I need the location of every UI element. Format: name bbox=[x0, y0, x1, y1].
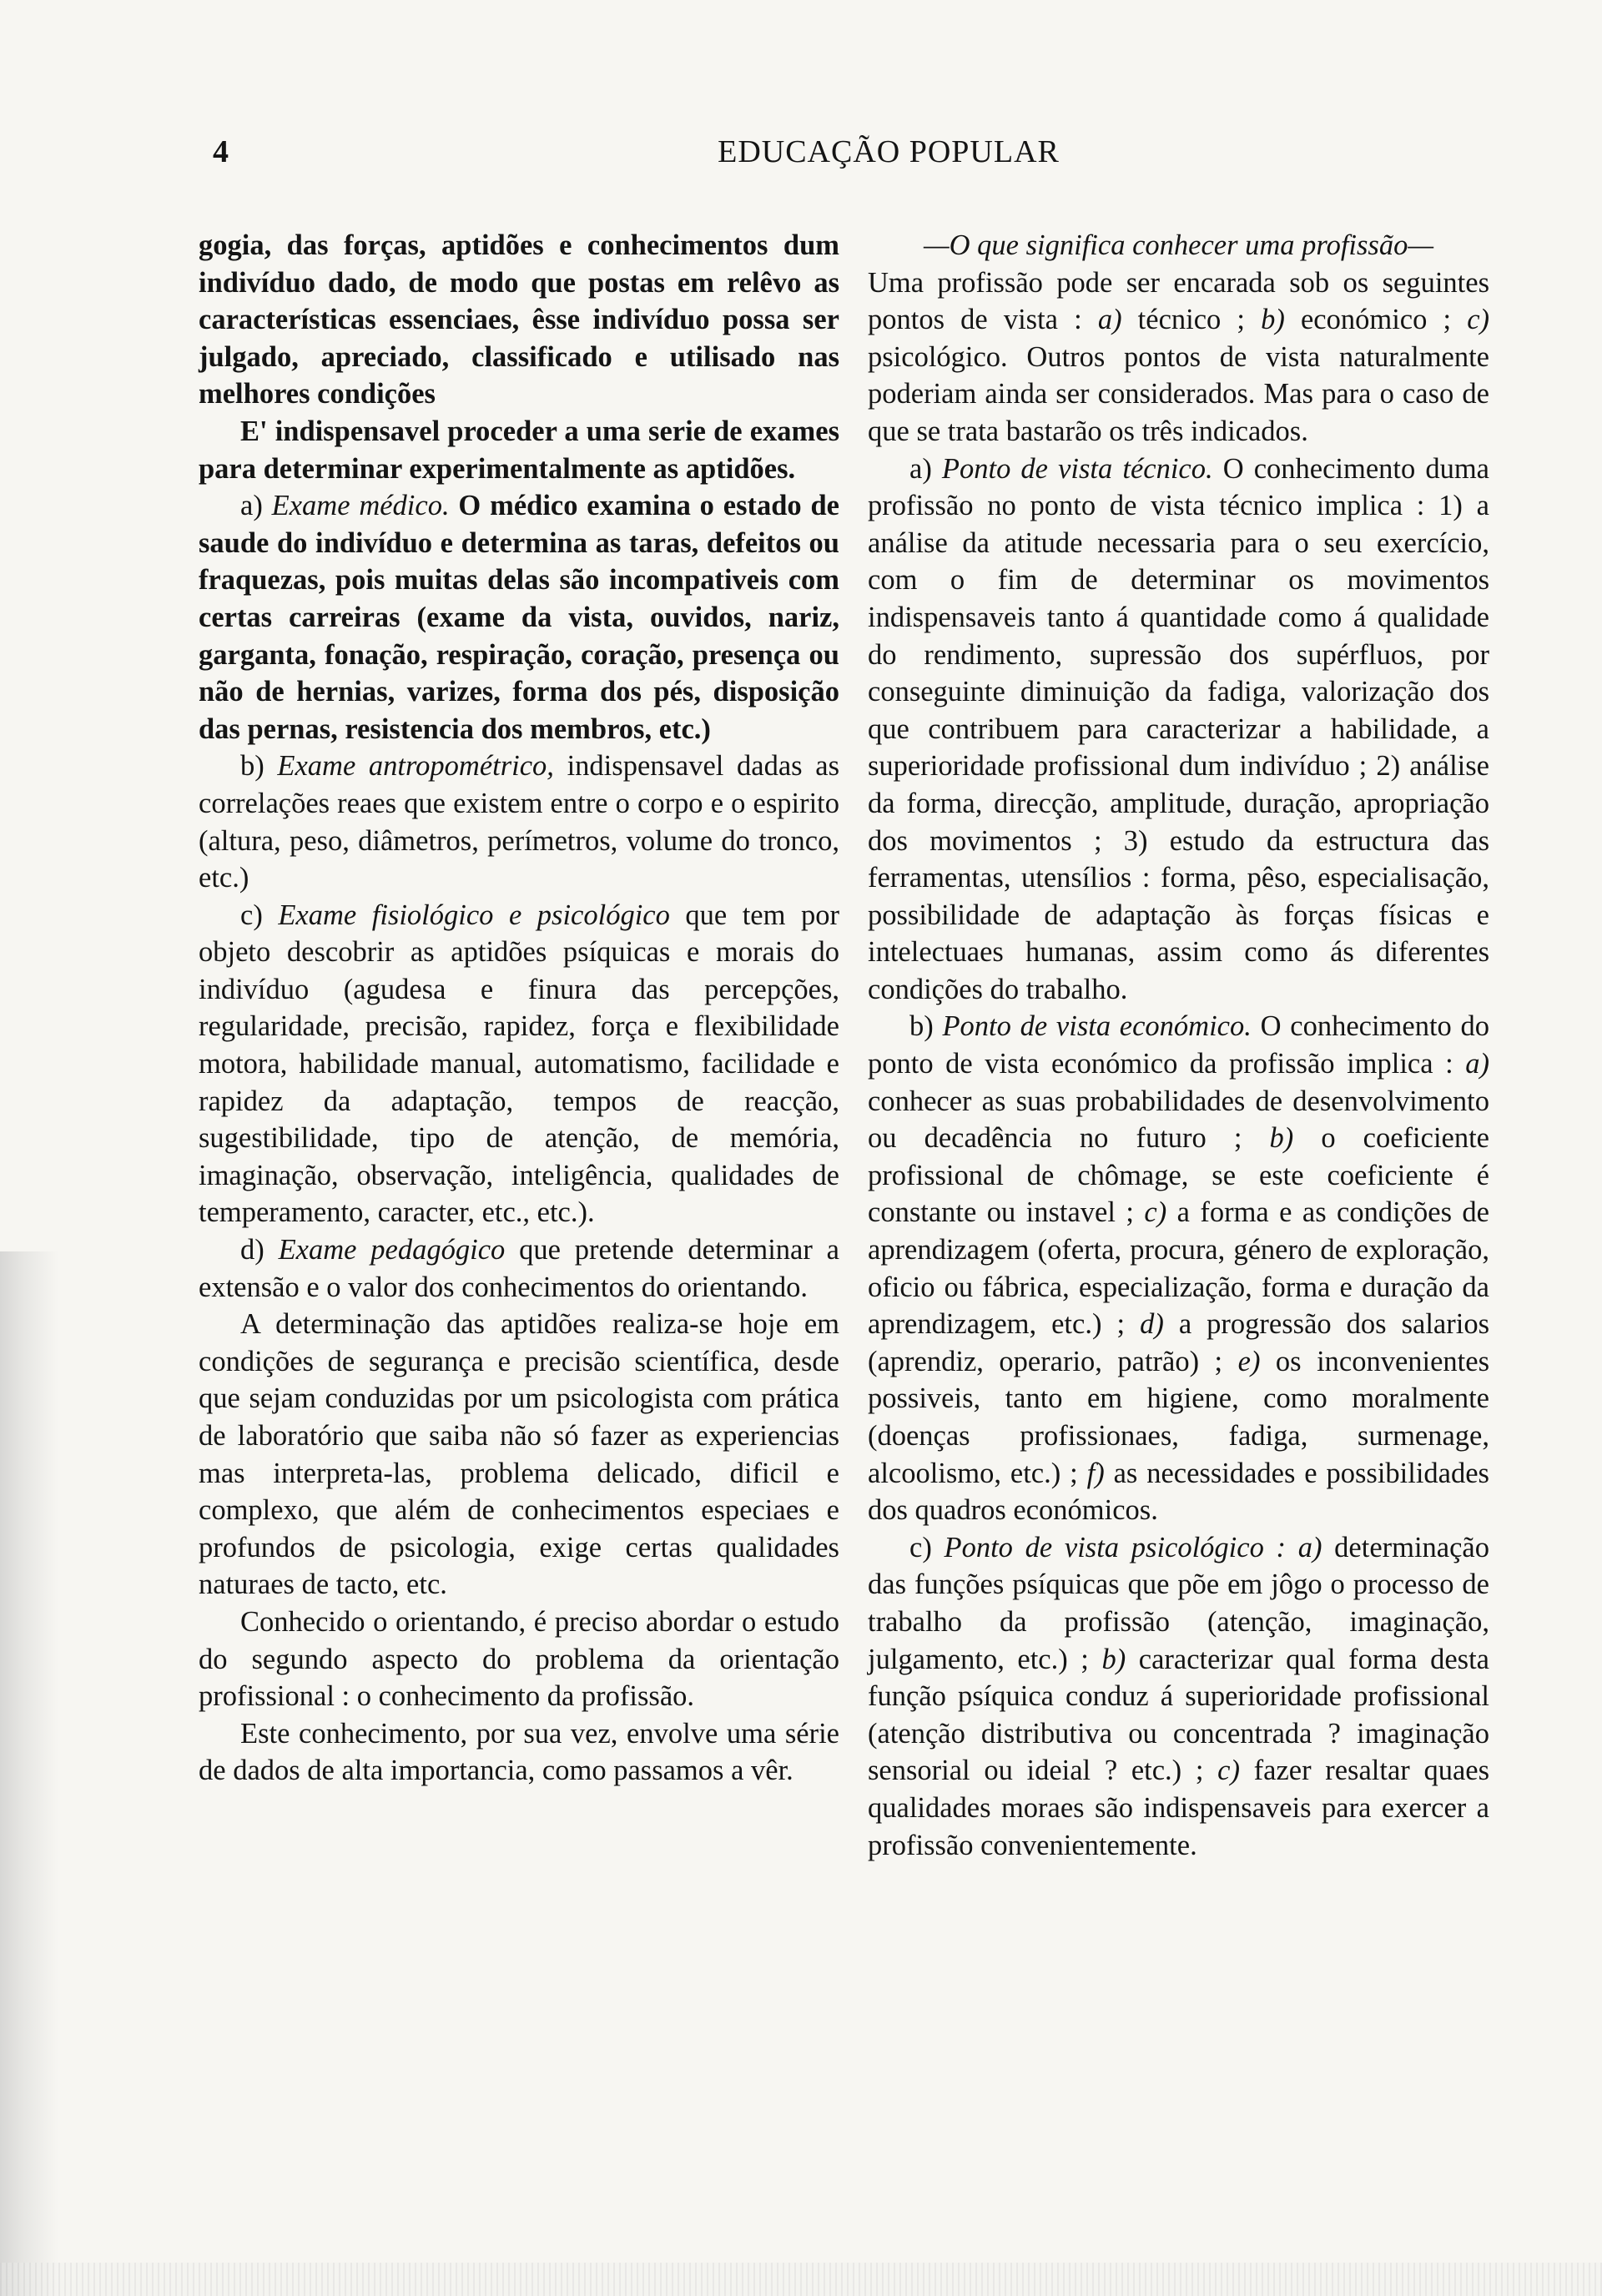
paragraph-exams-intro: E' indispensavel proceder a uma serie de exames para determinar experimentalmente as aptidões. bbox=[199, 415, 839, 485]
left-column bbox=[199, 227, 839, 1790]
item-title: Exame fisiológico e psicológico bbox=[278, 899, 670, 931]
item-text: as necessidades e possibilidades dos quadros económicos. bbox=[868, 1457, 1489, 1527]
section-heading bbox=[868, 227, 1489, 264]
running-title: EDUCAÇÃO POPULAR bbox=[718, 134, 1060, 169]
item-text: O médico examina o estado de saude do indivíduo e determina as taras, defeitos ou fraquezas, pois muitas delas são incompativeis com certas carreiras (exame da vista, ouvidos, nariz, garganta, fonação, respiração, coração, presença ou não de hernias, varizes, forma dos pés, disposição das pernas, resistencia dos membros, etc.) bbox=[199, 490, 839, 745]
item-letter: b) bbox=[1269, 1122, 1294, 1155]
item-label: b) bbox=[909, 1010, 943, 1043]
page-number: 4 bbox=[213, 134, 229, 169]
item-label: a) bbox=[240, 490, 272, 522]
item-letter: a) bbox=[1286, 1531, 1322, 1563]
item-label: d) bbox=[240, 1234, 279, 1266]
item-letter: f) bbox=[1086, 1457, 1105, 1489]
item-text: caracterizar qual forma desta função psíquica conduz á superioridade profissional (atenção distributiva ou concentrada ? imaginação sensorial ou ideial ? etc.) ; bbox=[868, 1643, 1489, 1787]
paragraph-ponto-psicologico bbox=[868, 1529, 1489, 1864]
paragraph-ponto-economico bbox=[868, 1008, 1489, 1528]
item-label: c) bbox=[909, 1531, 945, 1563]
item-text: os inconvenientes possiveis, tanto em higiene, como moralmente (doenças profissionaes, fadiga, surmenage, alcoolismo, etc.) ; bbox=[868, 1345, 1489, 1489]
item-text: económico ; bbox=[1284, 304, 1468, 336]
scan-page-edge-shadow bbox=[0, 1251, 58, 2296]
item-title: Exame pedagógico bbox=[278, 1234, 506, 1266]
item-text: O conhecimento do ponto de vista económico da profissão implica : bbox=[868, 1010, 1490, 1080]
item-letter: b) bbox=[1261, 304, 1285, 336]
paragraph-exame-medico bbox=[199, 487, 839, 748]
item-letter: c) bbox=[1144, 1196, 1167, 1229]
item-letter: b) bbox=[1101, 1643, 1126, 1675]
item-text: Uma profissão pode ser encarada sob os seguintes pontos de vista : bbox=[868, 266, 1489, 336]
item-letter: c) bbox=[1467, 304, 1489, 336]
item-text: a forma e as condições de aprendizagem (oferta, procura, género de exploração, oficio ou fábrica, especialização, forma e duração da aprendizagem, etc.) ; bbox=[868, 1196, 1489, 1341]
item-letter: a) bbox=[1097, 304, 1122, 336]
item-letter: c) bbox=[1217, 1755, 1240, 1787]
item-title: Exame médico. bbox=[271, 490, 450, 522]
item-letter: a) bbox=[1465, 1048, 1489, 1080]
item-text: o coeficiente profissional de chômage, se este coeficiente é constante ou instavel ; bbox=[868, 1122, 1489, 1229]
item-text: conhecer as suas probabilidades de desenvolvimento ou decadência no futuro ; bbox=[868, 1085, 1489, 1155]
item-title: Ponto de vista psicológico : bbox=[944, 1531, 1287, 1563]
item-text: psicológico. Outros pontos de vista naturalmente poderiam ainda ser considerados. Mas para o caso de que se trata bastarão os três indicados. bbox=[868, 340, 1489, 447]
item-label: a) bbox=[909, 452, 942, 485]
item-text: indispensavel dadas as correlações reaes que existem entre o corpo e o espirito (altura, peso, diâmetros, perímetros, volume do tronco, etc.) bbox=[199, 750, 840, 894]
paragraph-pontos-de-vista bbox=[868, 264, 1489, 451]
item-title: Ponto de vista técnico. bbox=[941, 452, 1213, 485]
paragraph-continuation: gogia, das forças, aptidões e conhecimentos dum indivíduo dado, de modo que postas em relêvo as características essenciaes, êsse indivíduo possa ser julgado, apreciado, classificado e utilisado nas melhores condições bbox=[199, 229, 839, 410]
paragraph-determinacao: A determinação das aptidões realiza-se hoje em condições de segurança e precisão scientífica, desde que sejam conduzidas por um psicologista com prática de laboratório que saiba não só fazer as experiencias mas interpreta-las, problema delicado, dificil e complexo, que além de conhecimentos especiaes e profundos de psicologia, exige certas qualidades naturaes de tacto, etc. bbox=[199, 1308, 839, 1601]
paragraph-exame-antropometrico bbox=[199, 748, 839, 896]
item-text: que pretende determinar a extensão e o valor dos conhecimentos do orientando. bbox=[199, 1234, 839, 1303]
item-text: determinação das funções psíquicas que põe em jôgo o processo de trabalho da profissão (atenção, imaginação, julgamento, etc.) ; bbox=[868, 1531, 1489, 1675]
item-text: técnico ; bbox=[1121, 304, 1262, 336]
item-letter: d) bbox=[1140, 1308, 1164, 1341]
item-text: O conhecimento duma profissão no ponto de vista técnico implica : 1) a análise da atitude necessaria para o seu exercício, com o fim de determinar os movimentos indispensaveis tanto á quantidade como á qualidade do rendimento, supressão dos supérfluos, por conseguinte diminuição da fadiga, valorização dos que contribuem para caracterizar a habilidade, a superioridade profissional dum indivíduo ; 2) análise da forma, direcção, amplitude, duração, apropriação dos movimentos ; 3) estudo da estructura das ferramentas, utensílios : forma, pêso, especialisação, possibilidade de adaptação às forças físicas e intelectuaes humanas, assim como ás diferentes condições do trabalho. bbox=[868, 452, 1489, 1005]
item-title: Ponto de vista económico. bbox=[942, 1010, 1252, 1043]
paragraph-conhecido: Conhecido o orientando, é preciso abordar o estudo do segundo aspecto do problema da orientação profissional : o conhecimento da profissão. bbox=[199, 1605, 839, 1713]
item-title: Exame antropométrico, bbox=[277, 750, 554, 783]
paragraph-exame-pedagogico bbox=[199, 1231, 839, 1306]
paragraph-exame-fisiologico bbox=[199, 897, 839, 1231]
paragraph-este-conhecimento: Este conhecimento, por sua vez, envolve uma série de dados de alta importancia, como passamos a vêr. bbox=[199, 1717, 839, 1787]
item-letter: e) bbox=[1237, 1345, 1261, 1377]
item-label: b) bbox=[240, 750, 278, 783]
paragraph-ponto-tecnico bbox=[868, 451, 1489, 1009]
item-label: c) bbox=[240, 899, 279, 931]
right-column bbox=[868, 227, 1489, 1864]
item-text: a progressão dos salarios (aprendiz, operario, patrão) ; bbox=[868, 1308, 1489, 1377]
section-heading-text: —O que significa conhecer uma profissão— bbox=[923, 229, 1434, 261]
item-text: que tem por objeto descobrir as aptidões psíquicas e morais do indivíduo (agudesa e finura das percepções, regularidade, precisão, rapidez, força e flexibilidade motora, habilidade manual, automatismo, facilidade e rapidez da adaptação, tempos de reacção, sugestibilidade, tipo de atenção, de memória, imaginação, observação, inteligência, qualidades de temperamento, caracter, etc., etc.). bbox=[199, 899, 839, 1229]
running-head bbox=[213, 133, 1431, 184]
item-text: fazer resaltar quaes qualidades moraes são indispensaveis para exercer a profissão convenientemente. bbox=[868, 1755, 1490, 1861]
scan-bottom-edge bbox=[0, 2263, 1602, 2296]
